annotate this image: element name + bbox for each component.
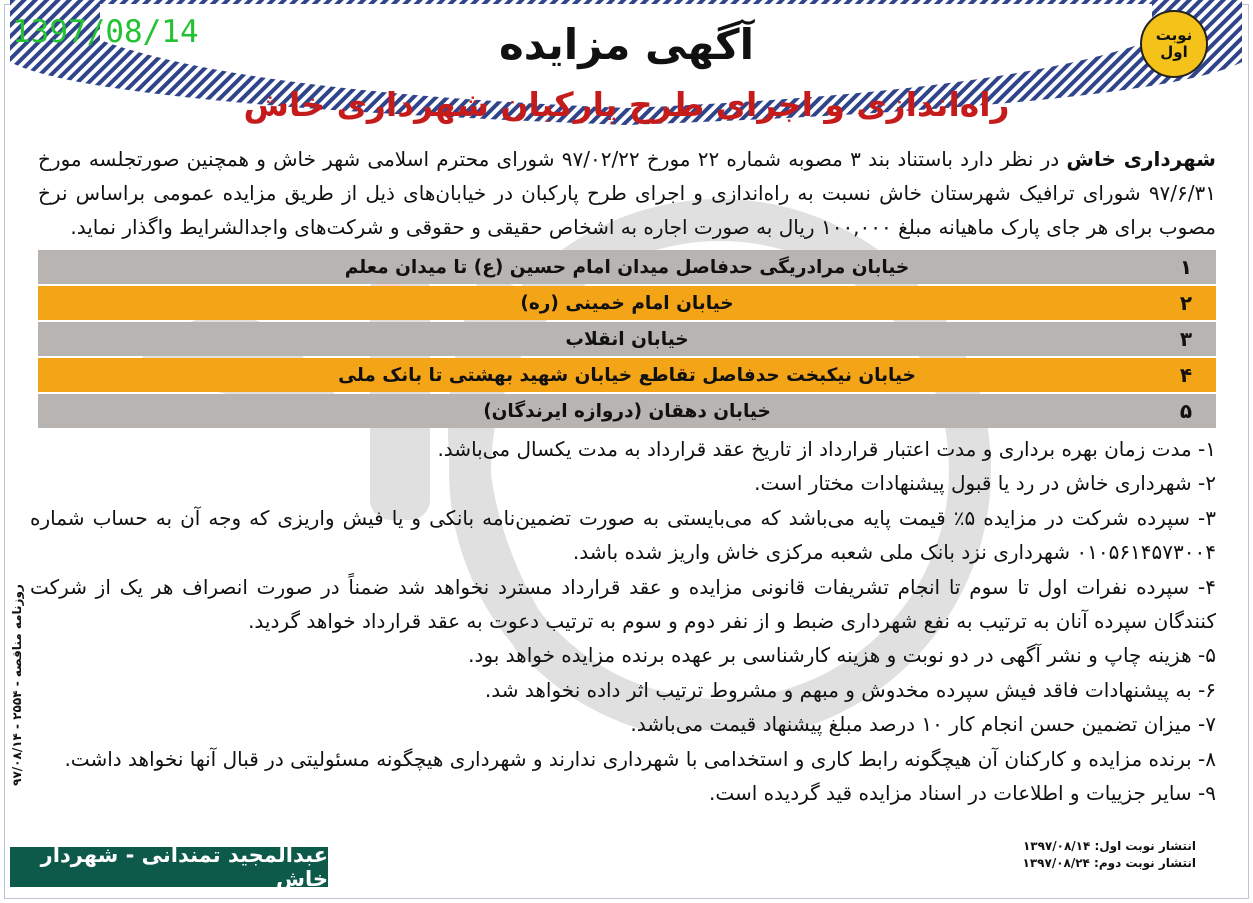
term-item: ۸- برنده مزایده و کارکنان آن هیچگونه رابط کاری و استخدامی با شهرداری ندارند و شهرداری هیچگونه مسئولیتی در قبال آنها نخواهد داشت.: [64, 746, 1216, 771]
term-item: ۱- مدت زمان بهره برداری و مدت اعتبار قرارداد از تاریخ عقد قرارداد به مدت یکسال می‌باشد.: [437, 437, 1216, 461]
street-number: ۱: [1179, 255, 1193, 279]
term-item: ۶- به پیشنهادات فاقد فیش سپرده مخدوش و مبهم و مشروط ترتیب اثر داده نخواهد شد.: [484, 677, 1216, 702]
publication-dates: [1020, 838, 1196, 872]
street-number: ۳: [1179, 327, 1193, 351]
street-row: [38, 286, 1216, 320]
term-item: ۵- هزینه چاپ و نشر آگهی در دو نوبت و هزینه کارشناسی بر عهده برنده مزایده خواهد بود.: [468, 643, 1216, 668]
signature-box: عبدالمجید تمندانی - شهردار خاش: [10, 847, 328, 887]
street-number: ۲: [1179, 291, 1193, 315]
term-item: ۹- سایر جزییات و اطلاعات در اسناد مزایده قید گردیده است.: [708, 781, 1216, 806]
badge-line2: اول: [1160, 43, 1188, 61]
intro-paragraph: [38, 142, 1216, 244]
term-item: ۲- شهرداری خاش در رد یا قبول پیشنهادات مختار است.: [754, 471, 1216, 496]
street-name: خیابان نیکبخت حدفاصل تقاطع خیابان شهید بهشتی تا بانک ملی: [338, 364, 916, 386]
ad-title: آگهی مزایده: [498, 20, 754, 69]
street-name: خیابان مرادریگی حدفاصل میدان امام حسین (ع) تا میدان معلم: [344, 256, 910, 278]
badge-line1: نوبت: [1155, 26, 1193, 44]
term-item: ۴- سپرده نفرات اول تا سوم تا انجام تشریفات قانونی مزایده و عقد قرارداد مسترد نخواهد شد ضمناً در صورت انصراف هر یک از شرکت کنندگان سپرده آنان به ترتیب به نفع شهرداری ضبط و از نفر دوم و سوم به ترتیب دعوت به عقد قرارداد خواهد گردید.: [30, 574, 1216, 634]
street-row: [38, 322, 1216, 356]
side-caption-text: روزنامه مناقصه - ۲۵۵۴ - ۹۷/۰۸/۱۴: [10, 584, 24, 786]
streets-table: [38, 250, 1216, 430]
term-item: ۷- میزان تضمین حسن انجام کار ۱۰ درصد مبلغ پیشنهاد قیمت می‌باشد.: [630, 712, 1216, 737]
intro-text: در نظر دارد باستناد بند ۳ مصوبه شماره ۲۲ مورخ ۹۷/۰۲/۲۲ شورای محترم اسلامی شهر خاش و همچنین صورتجلسه مورخ ۹۷/۶/۳۱ شورای ترافیک شهرستان خاش نسبت به راه‌اندازی و اجرای طرح پارکبان در خیابان‌های ذیل از طریق مزایده عمومی براساس نرخ مصوب برای هر جای پارک ماهیانه مبلغ ۱۰۰,۰۰۰ ریال به صورت اجاره به اشخاص حقیقی و حقوقی و شرکت‌های واجدالشرایط واگذار نماید.: [38, 147, 1216, 239]
term-item: ۳- سپرده شرکت در مزایده ۵٪ قیمت پایه می‌باشد که می‌بایستی به صورت تضمین‌نامه بانکی و یا فیش واریزی که وجه آن به حساب شماره ۰۱۰۵۶۱۴۵۷۳۰۰۴ شهرداری نزد بانک ملی شعبه مرکزی خاش واریز شده باشد.: [30, 505, 1216, 565]
second-publication: انتشار نوبت دوم: ۱۳۹۷/۰۸/۲۴: [1022, 856, 1196, 870]
terms-list: [30, 432, 1216, 810]
date-stamp: 1397/08/14: [12, 14, 199, 50]
street-number: ۴: [1179, 363, 1193, 387]
street-row: [38, 250, 1216, 284]
street-row: [38, 394, 1216, 428]
ad-subtitle: راه‌اندازی و اجرای طرح پارکبان شهرداری خاش: [243, 85, 1010, 124]
intro-bold: شهرداری خاش: [1066, 147, 1216, 171]
street-number: ۵: [1179, 399, 1193, 423]
street-name: خیابان دهقان (دروازه ایرندگان): [483, 400, 771, 422]
street-name: خیابان انقلاب: [565, 328, 689, 350]
first-publication: انتشار نوبت اول: ۱۳۹۷/۰۸/۱۴: [1022, 839, 1196, 853]
street-row: [38, 358, 1216, 392]
street-name: خیابان امام خمینی (ره): [520, 292, 734, 314]
side-caption: [6, 560, 28, 820]
